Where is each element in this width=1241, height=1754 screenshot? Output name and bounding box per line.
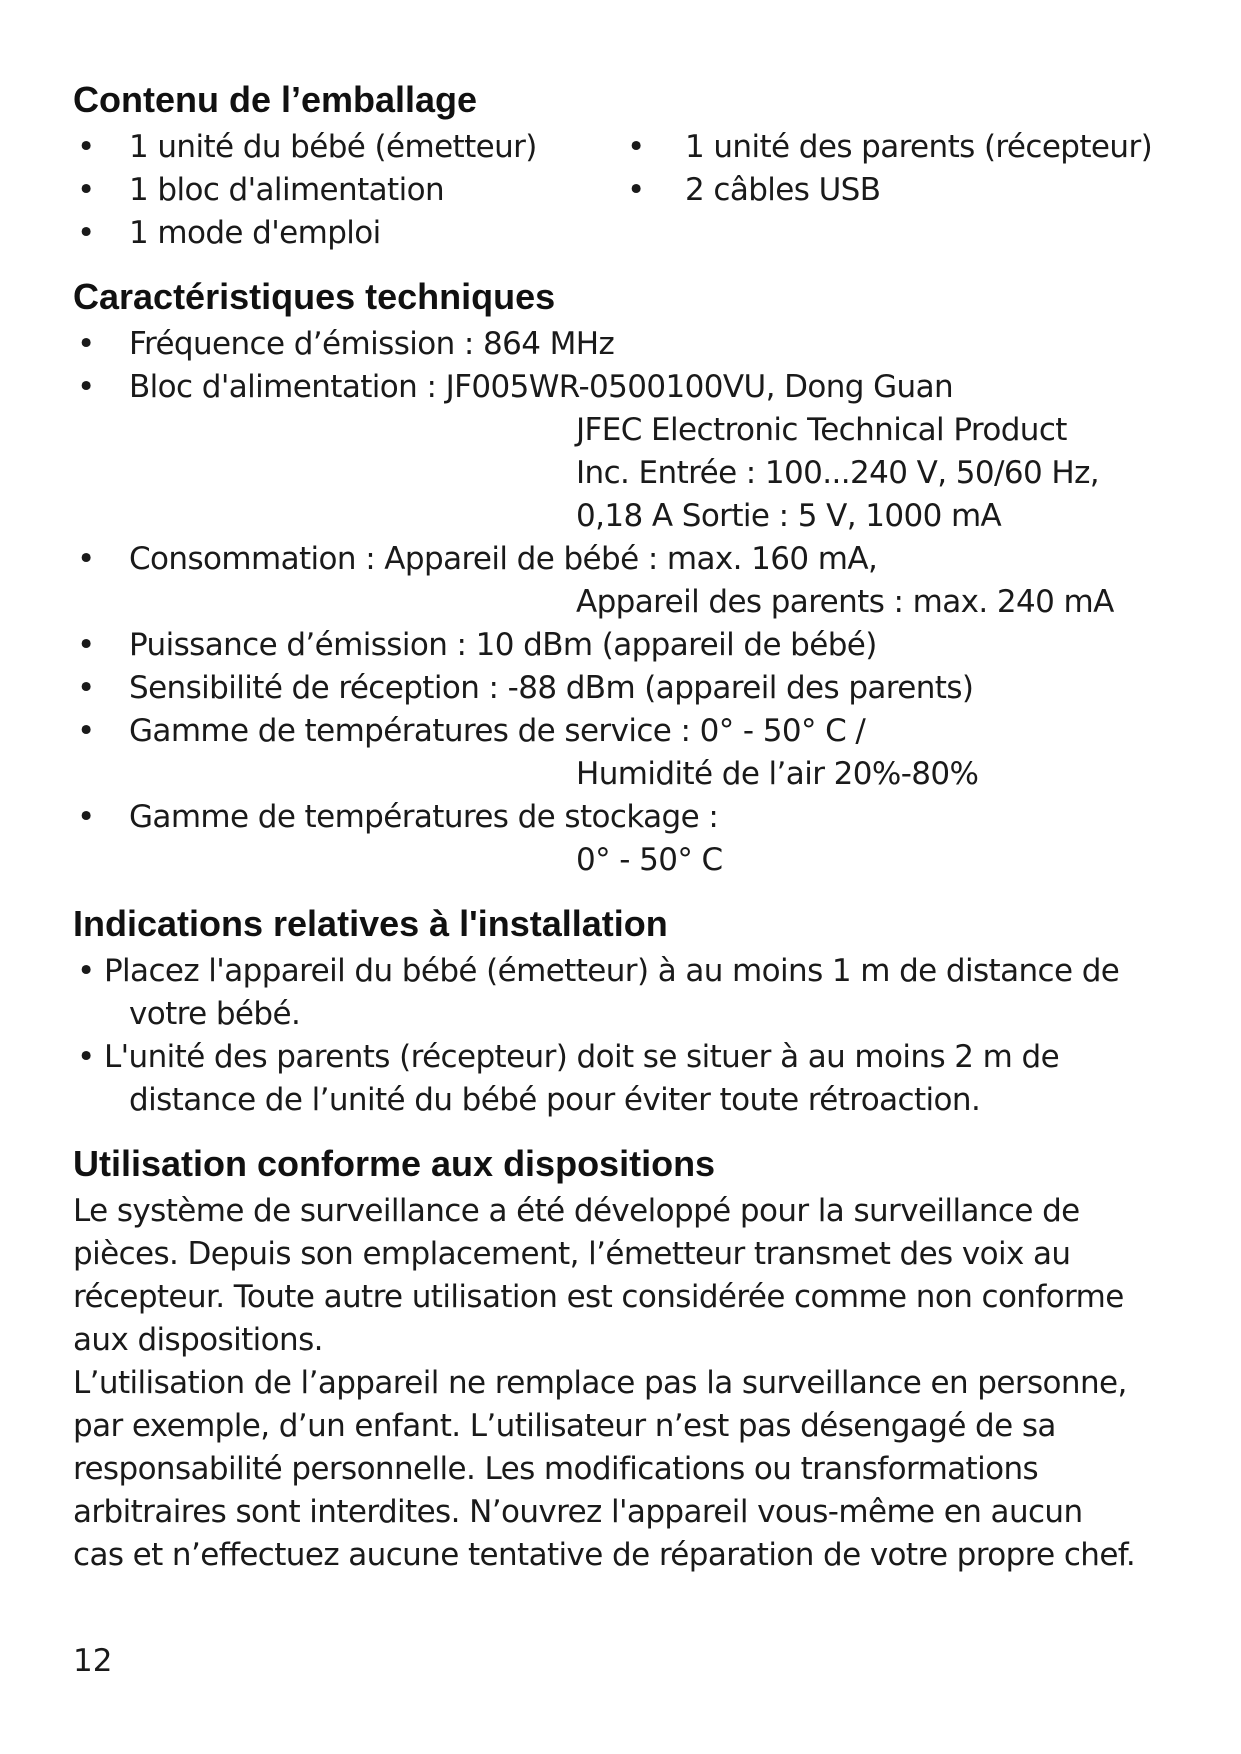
contents-item: 1 unité du bébé (émetteur) xyxy=(129,129,537,165)
spec-text: Inc. Entrée : 100...240 V, 50/60 Hz, xyxy=(576,455,1099,491)
bullet: • xyxy=(77,799,95,835)
bullet: • xyxy=(77,215,95,251)
spec-text: Appareil des parents : max. 240 mA xyxy=(576,584,1114,620)
contents-item: 2 câbles USB xyxy=(685,172,881,208)
spec-text: Consommation : Appareil de bébé : max. 160 mA, xyxy=(129,541,878,577)
installation-item-2 xyxy=(73,1036,1173,1122)
spec-sensitivity xyxy=(73,667,1173,710)
spec-power-supply-cont xyxy=(73,452,1173,495)
bullet: • xyxy=(627,129,645,165)
bullet: • xyxy=(77,326,95,362)
specs-heading: Caractéristiques techniques xyxy=(73,276,556,317)
body-line: L’utilisation de l’appareil ne remplace pas la surveillance en personne, xyxy=(73,1365,1127,1401)
contents-row-1 xyxy=(73,126,1173,169)
bullet: • xyxy=(77,541,95,577)
bullet: • xyxy=(77,1039,95,1075)
spec-text: Sensibilité de réception : -88 dBm (appareil des parents) xyxy=(129,670,974,706)
contents-row-2 xyxy=(73,169,1173,212)
spec-text: 0° - 50° C xyxy=(576,842,723,878)
body-line: arbitraires sont interdites. N’ouvrez l'appareil vous-même en aucun xyxy=(73,1494,1083,1530)
spec-text: Gamme de températures de service : 0° - 50° C / xyxy=(129,713,866,749)
intended-use-body xyxy=(73,1190,1173,1577)
bullet: • xyxy=(627,172,645,208)
spec-storage-temp-cont xyxy=(73,839,1173,882)
installation-item-1 xyxy=(73,950,1173,1036)
bullet: • xyxy=(77,953,95,989)
bullet: • xyxy=(77,129,95,165)
body-line: récepteur. Toute autre utilisation est considérée comme non conforme xyxy=(73,1279,1124,1315)
spec-text: Puissance d’émission : 10 dBm (appareil de bébé) xyxy=(129,627,877,663)
bullet: • xyxy=(77,713,95,749)
installation-heading: Indications relatives à l'installation xyxy=(73,903,668,944)
spec-tx-power xyxy=(73,624,1173,667)
spec-storage-temp xyxy=(73,796,1173,839)
spec-text: JFEC Electronic Technical Product xyxy=(576,412,1067,448)
body-line: par exemple, d’un enfant. L’utilisateur n’est pas désengagé de sa xyxy=(73,1408,1056,1444)
spec-frequency xyxy=(73,323,1173,366)
contents-item: 1 bloc d'alimentation xyxy=(129,172,445,208)
spec-consumption-cont xyxy=(73,581,1173,624)
bullet: • xyxy=(77,670,95,706)
bullet: • xyxy=(77,172,95,208)
spec-text: Bloc d'alimentation : JF005WR-0500100VU, Dong Guan xyxy=(129,369,954,405)
bullet: • xyxy=(77,627,95,663)
intended-use-heading: Utilisation conforme aux dispositions xyxy=(73,1143,716,1184)
spec-operating-temp-cont xyxy=(73,753,1173,796)
spec-operating-temp xyxy=(73,710,1173,753)
body-line: responsabilité personnelle. Les modifications ou transformations xyxy=(73,1451,1039,1487)
body-line: aux dispositions. xyxy=(73,1322,323,1358)
body-line: cas et n’effectuez aucune tentative de réparation de votre propre chef. xyxy=(73,1537,1136,1573)
contents-item: 1 mode d'emploi xyxy=(129,215,381,251)
spec-text: Gamme de températures de stockage : xyxy=(129,799,719,835)
contents-row-3 xyxy=(73,212,1173,255)
installation-text: L'unité des parents (récepteur) doit se situer à au moins 2 m de xyxy=(103,1039,1060,1075)
installation-text: Placez l'appareil du bébé (émetteur) à au moins 1 m de distance de xyxy=(103,953,1120,989)
body-line: pièces. Depuis son emplacement, l’émetteur transmet des voix au xyxy=(73,1236,1071,1272)
bullet: • xyxy=(77,369,95,405)
contents-heading: Contenu de l’emballage xyxy=(73,79,478,120)
spec-text: Fréquence d’émission : 864 MHz xyxy=(129,326,615,362)
body-line: Le système de surveillance a été développé pour la surveillance de xyxy=(73,1193,1080,1229)
spec-text: 0,18 A Sortie : 5 V, 1000 mA xyxy=(576,498,1002,534)
spec-power-supply xyxy=(73,366,1173,409)
spec-text: Humidité de l’air 20%-80% xyxy=(576,756,979,792)
page-number: 12 xyxy=(73,1643,113,1679)
spec-consumption xyxy=(73,538,1173,581)
spec-power-supply-cont xyxy=(73,495,1173,538)
installation-text: votre bébé. xyxy=(129,996,301,1032)
spec-power-supply-cont xyxy=(73,409,1173,452)
contents-item: 1 unité des parents (récepteur) xyxy=(685,129,1153,165)
installation-text: distance de l’unité du bébé pour éviter toute rétroaction. xyxy=(129,1082,981,1118)
manual-page xyxy=(73,80,1173,1577)
